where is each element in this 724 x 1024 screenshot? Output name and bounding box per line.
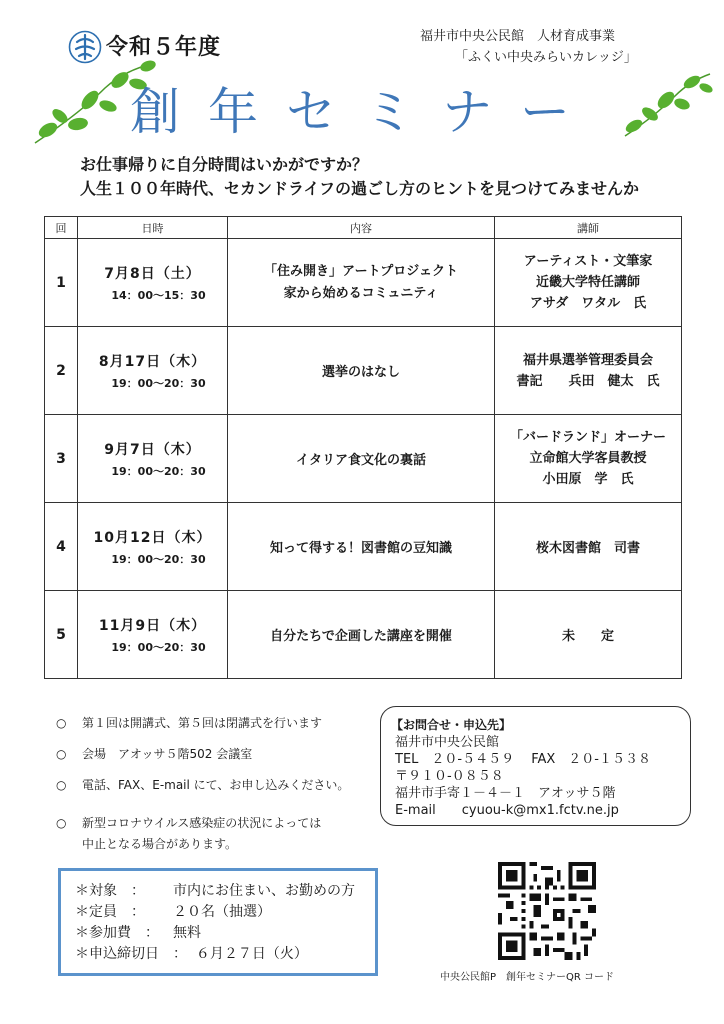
- session-time: 19：00～20：30: [111, 464, 206, 478]
- lecturer-line: 近畿大学特任講師: [535, 275, 640, 290]
- session-datetime: [78, 503, 228, 591]
- lecturer-line: アーティスト・文筆家: [523, 254, 653, 269]
- session-datetime: [78, 591, 228, 679]
- circle-bullet-icon: ○: [56, 778, 67, 792]
- table-row: [45, 239, 682, 327]
- circle-bullet-icon: ○: [56, 747, 67, 761]
- session-lecturer: 桜木図書館 司書: [495, 503, 682, 591]
- note-cancellation-cont: [82, 835, 237, 852]
- intro-line-2: 人生１００年時代、セカンドライフの過ごし方のヒントを見つけてみませんか: [80, 179, 640, 198]
- session-lecturer: 未 定: [495, 591, 682, 679]
- session-content: 自分たちで企画した講座を開催: [228, 591, 495, 679]
- table-row: [45, 415, 682, 503]
- session-content: イタリア食文化の裏話: [228, 415, 495, 503]
- table-header-row: [45, 217, 682, 239]
- target-label: ＊対象 ：: [75, 883, 145, 899]
- target-value: 市内にお住まい、お勤めの方: [173, 883, 355, 899]
- session-date: 10月12日（木）: [93, 529, 212, 546]
- session-date: 9月7日（木）: [104, 441, 201, 458]
- table-row: [45, 503, 682, 591]
- session-content: 知って得する！図書館の豆知識: [228, 503, 495, 591]
- session-number: 1: [45, 239, 78, 327]
- contact-email[interactable]: E-mail cyuou-k@mx1.fctv.ne.jp: [395, 803, 619, 818]
- program-name: 「ふくい中央みらいカレッジ」: [455, 50, 637, 65]
- header-content: 内容: [228, 217, 495, 239]
- lecturer-line: 立命館大学客員教授: [529, 451, 647, 466]
- session-date: 8月17日（木）: [98, 353, 207, 370]
- session-content: 選挙のはなし: [228, 327, 495, 415]
- target-subject: [75, 881, 361, 902]
- note-text: 新型コロナウイルス感染症の状況によっては: [82, 816, 322, 830]
- session-number: 3: [45, 415, 78, 503]
- session-date: 7月8日（土）: [104, 265, 201, 282]
- header-lecturer: 講師: [495, 217, 682, 239]
- qr-caption: 中央公民館P 創年セミナーQR コード: [440, 972, 615, 983]
- contact-tel-fax: TEL ２０-５４５９ FAX ２０-１５３８: [395, 752, 651, 767]
- session-datetime: [78, 239, 228, 327]
- note-text: 会場 アオッサ５階502 会議室: [82, 747, 253, 761]
- session-time: 19：00～20：30: [111, 552, 206, 566]
- intro-line-1: お仕事帰りに自分時間はいかがですか？: [80, 155, 369, 174]
- contact-title: 【お問合せ・申込先】: [391, 718, 512, 732]
- target-label: ＊参加費 ：: [75, 925, 159, 941]
- contact-postal: 〒９１０-０８５８: [395, 769, 504, 784]
- eligibility-box: [58, 868, 378, 976]
- circle-bullet-icon: ○: [56, 716, 67, 730]
- session-time: 19：00～20：30: [111, 376, 206, 390]
- qr-code-icon[interactable]: [498, 862, 596, 960]
- session-lecturer: [495, 415, 682, 503]
- note-text: 電話、FAX、E-mail にて、お申し込みください。: [82, 778, 350, 792]
- contact-org: 福井市中央公民館: [395, 735, 500, 750]
- content-line: 家から始めるコミュニティ: [283, 285, 439, 301]
- content-line: 「住み開き」アートプロジェクト: [264, 263, 458, 279]
- lecturer-line: アサダ ワタル 氏: [529, 296, 647, 311]
- note-application: [56, 776, 349, 793]
- table-row: [45, 327, 682, 415]
- organizer-name: 福井市中央公民館 人材育成事業: [420, 29, 616, 44]
- note-text: 中止となる場合があります。: [82, 837, 238, 851]
- session-number: 2: [45, 327, 78, 415]
- target-value: ６月２７日（火）: [195, 946, 308, 962]
- session-number: 5: [45, 591, 78, 679]
- target-label: ＊申込締切日 ：: [75, 946, 187, 962]
- table-row: [45, 591, 682, 679]
- session-datetime: [78, 415, 228, 503]
- session-date: 11月9日（木）: [98, 617, 207, 634]
- session-time: 14：00～15：30: [111, 288, 206, 302]
- target-label: ＊定員 ：: [75, 904, 145, 920]
- target-value: ２０名（抽選）: [173, 904, 271, 920]
- session-number: 4: [45, 503, 78, 591]
- header-number: 回: [45, 217, 78, 239]
- schedule-table: [44, 216, 682, 679]
- session-datetime: [78, 327, 228, 415]
- target-value: 無料: [173, 925, 201, 941]
- circle-bullet-icon: ○: [56, 816, 67, 830]
- target-fee: [75, 923, 361, 944]
- leaves-decoration-right-icon: [620, 66, 715, 141]
- contact-address: 福井市手寄１－４－１ アオッサ５階: [395, 786, 616, 801]
- lecturer-line: 書記 兵田 健太 氏: [516, 373, 660, 389]
- session-content: [228, 239, 495, 327]
- target-capacity: [75, 902, 361, 923]
- session-lecturer: [495, 239, 682, 327]
- note-text: 第１回は開講式、第５回は閉講式を行います: [82, 716, 323, 730]
- lecturer-line: 「バードランド」オーナー: [509, 430, 666, 445]
- note-ceremony: [56, 714, 322, 731]
- header-datetime: 日時: [78, 217, 228, 239]
- fiscal-year: 令和５年度: [106, 35, 222, 60]
- main-title: 創年セミナー: [130, 83, 598, 141]
- target-deadline: [75, 944, 361, 965]
- lecturer-line: 小田原 学 氏: [542, 472, 634, 487]
- note-cancellation: [56, 814, 321, 831]
- session-time: 19：00～20：30: [111, 640, 206, 654]
- note-venue: [56, 745, 252, 762]
- lecturer-line: 福井県選挙管理委員会: [522, 352, 653, 368]
- contact-box: [380, 706, 691, 826]
- session-lecturer: [495, 327, 682, 415]
